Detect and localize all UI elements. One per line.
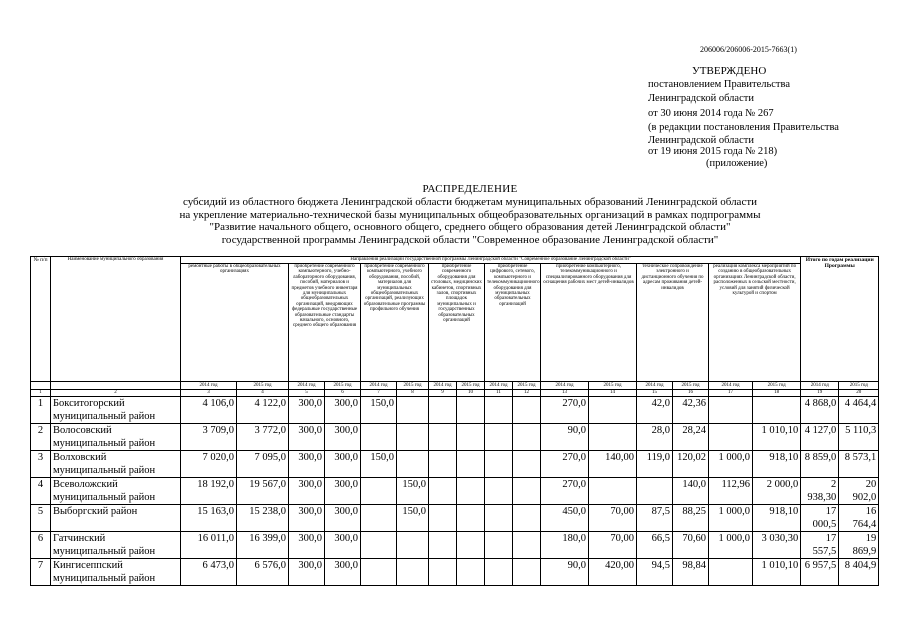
value-cell: 16 011,0 xyxy=(181,532,237,559)
municipality-name: Всеволожский муниципальный район xyxy=(51,478,181,505)
value-cell: 300,0 xyxy=(289,451,325,478)
year-spacer xyxy=(51,382,181,390)
approval-line: от 30 июня 2014 года № 267 xyxy=(648,107,774,119)
value-cell xyxy=(457,505,485,532)
value-cell: 918,10 xyxy=(753,505,801,532)
value-cell: 3 772,0 xyxy=(237,424,289,451)
year-header: 2015 год xyxy=(513,382,541,390)
value-cell: 16 764,4 xyxy=(839,505,879,532)
municipality-name: Волховский муниципальный район xyxy=(51,451,181,478)
value-cell: 180,0 xyxy=(541,532,589,559)
column-number: 8 xyxy=(397,390,429,397)
value-cell xyxy=(589,478,637,505)
column-number: 20 xyxy=(839,390,879,397)
value-cell: 300,0 xyxy=(289,505,325,532)
column-number: 17 xyxy=(709,390,753,397)
direction-header: техническое сопровождение электронного и дистанционного обучения по адресам проживания детей-инвалидов xyxy=(637,264,709,382)
year-header: 2014 год xyxy=(181,382,237,390)
row-number: 3 xyxy=(31,451,51,478)
value-cell xyxy=(457,451,485,478)
value-cell xyxy=(513,424,541,451)
value-cell: 88,25 xyxy=(673,505,709,532)
approval-block xyxy=(648,64,839,171)
table-row xyxy=(31,478,879,505)
year-header: 2015 год xyxy=(457,382,485,390)
column-number: 19 xyxy=(801,390,839,397)
group-header: Направления реализации государственной программы Ленинградской области "Современное образование Ленинградской области" xyxy=(181,257,801,264)
value-cell: 28,0 xyxy=(637,424,673,451)
column-number: 4 xyxy=(237,390,289,397)
column-number: 13 xyxy=(541,390,589,397)
column-number: 5 xyxy=(289,390,325,397)
value-cell: 2 938,30 xyxy=(801,478,839,505)
municipality-name: Волосовский муниципальный район xyxy=(51,424,181,451)
value-cell: 300,0 xyxy=(325,478,361,505)
value-cell xyxy=(485,424,513,451)
approval-heading: УТВЕРЖДЕНО xyxy=(692,65,767,77)
approval-line: (в редакции постановления Правительства xyxy=(648,121,839,133)
value-cell: 17 557,5 xyxy=(801,532,839,559)
value-cell: 4 106,0 xyxy=(181,397,237,424)
value-cell: 270,0 xyxy=(541,451,589,478)
value-cell: 20 902,0 xyxy=(839,478,879,505)
value-cell: 300,0 xyxy=(325,451,361,478)
value-cell: 15 238,0 xyxy=(237,505,289,532)
value-cell: 1 000,0 xyxy=(709,505,753,532)
value-cell xyxy=(429,505,457,532)
value-cell: 42,0 xyxy=(637,397,673,424)
value-cell: 8 404,9 xyxy=(839,559,879,586)
value-cell: 112,96 xyxy=(709,478,753,505)
value-cell xyxy=(429,478,457,505)
value-cell xyxy=(485,451,513,478)
table-row xyxy=(31,559,879,586)
value-cell: 420,00 xyxy=(589,559,637,586)
year-header: 2014 год xyxy=(637,382,673,390)
table-row xyxy=(31,451,879,478)
value-cell xyxy=(457,532,485,559)
value-cell xyxy=(457,424,485,451)
year-header: 2014 год xyxy=(801,382,839,390)
value-cell xyxy=(485,505,513,532)
value-cell: 70,00 xyxy=(589,505,637,532)
value-cell: 120,02 xyxy=(673,451,709,478)
value-cell xyxy=(429,559,457,586)
value-cell: 18 192,0 xyxy=(181,478,237,505)
year-header: 2014 год xyxy=(361,382,397,390)
value-cell: 450,0 xyxy=(541,505,589,532)
value-cell xyxy=(397,451,429,478)
column-number: 3 xyxy=(181,390,237,397)
value-cell: 28,24 xyxy=(673,424,709,451)
value-cell xyxy=(485,559,513,586)
value-cell xyxy=(457,478,485,505)
value-cell xyxy=(709,397,753,424)
value-cell: 8 859,0 xyxy=(801,451,839,478)
value-cell: 300,0 xyxy=(289,532,325,559)
column-number: 6 xyxy=(325,390,361,397)
value-cell: 90,0 xyxy=(541,559,589,586)
value-cell: 16 399,0 xyxy=(237,532,289,559)
value-cell: 19 567,0 xyxy=(237,478,289,505)
table-row xyxy=(31,532,879,559)
value-cell: 140,00 xyxy=(589,451,637,478)
value-cell xyxy=(513,559,541,586)
value-cell: 270,0 xyxy=(541,397,589,424)
column-number: 9 xyxy=(429,390,457,397)
municipality-name: Кингисеппский муниципальный район xyxy=(51,559,181,586)
value-cell: 300,0 xyxy=(289,397,325,424)
year-header: 2014 год xyxy=(541,382,589,390)
value-cell: 1 010,10 xyxy=(753,424,801,451)
row-number: 4 xyxy=(31,478,51,505)
direction-header: приобретение современного оборудования для столовых, медицинских кабинетов, спортивных залов, спортивных площадок муниципальных и государственных образовательных организаций xyxy=(429,264,485,382)
value-cell: 6 957,5 xyxy=(801,559,839,586)
value-cell: 4 127,0 xyxy=(801,424,839,451)
approval-line: Ленинградской области xyxy=(648,93,754,105)
value-cell: 300,0 xyxy=(325,505,361,532)
column-number: 12 xyxy=(513,390,541,397)
value-cell: 918,10 xyxy=(753,451,801,478)
value-cell: 17 000,5 xyxy=(801,505,839,532)
value-cell: 6 473,0 xyxy=(181,559,237,586)
year-header: 2015 год xyxy=(397,382,429,390)
value-cell: 140,0 xyxy=(673,478,709,505)
year-header: 2015 год xyxy=(325,382,361,390)
value-cell: 15 163,0 xyxy=(181,505,237,532)
value-cell xyxy=(361,505,397,532)
direction-header: приобретение компьютерного, телекоммуникационного и специализированного оборудования для оснащения рабочих мест детей-инвалидов xyxy=(541,264,637,382)
column-number: 7 xyxy=(361,390,397,397)
municipality-name: Гатчинский муниципальный район xyxy=(51,532,181,559)
table-row xyxy=(31,397,879,424)
direction-header: приобретение цифрового, сетевого, компьютерного и телекоммуникационного оборудования для муниципальных образовательных организаций xyxy=(485,264,541,382)
value-cell xyxy=(485,478,513,505)
value-cell xyxy=(709,424,753,451)
value-cell: 300,0 xyxy=(325,559,361,586)
title-line: государственной программы Ленинградской области "Современное образование Ленинградской области" xyxy=(221,234,719,247)
value-cell xyxy=(513,451,541,478)
value-cell: 1 000,0 xyxy=(709,451,753,478)
row-number: 5 xyxy=(31,505,51,532)
value-cell xyxy=(361,478,397,505)
col-header-no: № п/п xyxy=(31,257,51,382)
year-header: 2014 год xyxy=(429,382,457,390)
value-cell: 300,0 xyxy=(289,424,325,451)
direction-header: приобретение современного компьютерного, учебного оборудования, пособий, материалов для муниципальных общеобразовательных организаций, реализующих образовательные программы профильного обучения xyxy=(361,264,429,382)
value-cell xyxy=(637,478,673,505)
value-cell xyxy=(361,559,397,586)
value-cell xyxy=(457,397,485,424)
column-number: 1 xyxy=(31,390,51,397)
approval-line: от 19 июня 2015 года № 218) xyxy=(648,146,778,158)
year-header: 2015 год xyxy=(839,382,879,390)
value-cell: 1 000,0 xyxy=(709,532,753,559)
value-cell: 300,0 xyxy=(325,397,361,424)
column-number: 11 xyxy=(485,390,513,397)
value-cell xyxy=(429,532,457,559)
value-cell: 150,0 xyxy=(361,397,397,424)
column-number: 2 xyxy=(51,390,181,397)
table-row xyxy=(31,505,879,532)
value-cell xyxy=(361,424,397,451)
value-cell xyxy=(513,532,541,559)
document-title xyxy=(150,183,790,247)
value-cell: 8 573,1 xyxy=(839,451,879,478)
value-cell: 19 869,9 xyxy=(839,532,879,559)
value-cell: 66,5 xyxy=(637,532,673,559)
year-header: 2015 год xyxy=(237,382,289,390)
value-cell xyxy=(485,532,513,559)
year-header: 2014 год xyxy=(485,382,513,390)
value-cell xyxy=(429,451,457,478)
value-cell xyxy=(589,424,637,451)
municipality-name: Выборгский район xyxy=(51,505,181,532)
year-header: 2015 год xyxy=(753,382,801,390)
value-cell: 300,0 xyxy=(289,559,325,586)
approval-line: постановлением Правительства xyxy=(648,79,791,91)
municipality-name: Бокситогорский муниципальный район xyxy=(51,397,181,424)
title-line: на укрепление материально-технической базы муниципальных общеобразовательных организаций в рамках подпрограммы xyxy=(179,208,761,221)
year-header: 2014 год xyxy=(709,382,753,390)
direction-header: ремонтные работы в общеобразовательных организациях xyxy=(181,264,289,382)
value-cell: 87,5 xyxy=(637,505,673,532)
value-cell: 7 095,0 xyxy=(237,451,289,478)
value-cell: 98,84 xyxy=(673,559,709,586)
col-header-name: Наименование муниципального образования xyxy=(51,257,181,382)
value-cell: 300,0 xyxy=(325,424,361,451)
value-cell: 300,0 xyxy=(289,478,325,505)
value-cell: 7 020,0 xyxy=(181,451,237,478)
value-cell xyxy=(513,478,541,505)
row-number: 6 xyxy=(31,532,51,559)
value-cell: 270,0 xyxy=(541,478,589,505)
value-cell xyxy=(457,559,485,586)
column-number: 10 xyxy=(457,390,485,397)
value-cell: 94,5 xyxy=(637,559,673,586)
year-spacer xyxy=(31,382,51,390)
document-id: 206006/206006-2015-7663(1) xyxy=(700,45,797,54)
value-cell: 2 000,0 xyxy=(753,478,801,505)
column-number: 18 xyxy=(753,390,801,397)
value-cell: 150,0 xyxy=(397,478,429,505)
value-cell xyxy=(429,424,457,451)
column-number: 15 xyxy=(637,390,673,397)
value-cell xyxy=(397,559,429,586)
value-cell xyxy=(589,397,637,424)
value-cell: 4 868,0 xyxy=(801,397,839,424)
column-number: 16 xyxy=(673,390,709,397)
approval-appendix: (приложение) xyxy=(706,158,768,170)
value-cell xyxy=(429,397,457,424)
value-cell xyxy=(397,424,429,451)
value-cell: 4 122,0 xyxy=(237,397,289,424)
row-number: 7 xyxy=(31,559,51,586)
value-cell: 4 464,4 xyxy=(839,397,879,424)
value-cell: 42,36 xyxy=(673,397,709,424)
title-line: "Развитие начального общего, основного общего, среднего общего образования детей Ленинградской области" xyxy=(209,221,731,234)
value-cell xyxy=(513,397,541,424)
value-cell xyxy=(485,397,513,424)
title-heading: РАСПРЕДЕЛЕНИЕ xyxy=(422,183,518,195)
value-cell: 300,0 xyxy=(325,532,361,559)
table-row xyxy=(31,424,879,451)
distribution-table xyxy=(30,256,879,586)
row-number: 1 xyxy=(31,397,51,424)
value-cell xyxy=(753,397,801,424)
value-cell: 150,0 xyxy=(361,451,397,478)
value-cell: 1 010,10 xyxy=(753,559,801,586)
value-cell xyxy=(361,532,397,559)
year-header: 2014 год xyxy=(289,382,325,390)
year-header: 2015 год xyxy=(589,382,637,390)
column-number: 14 xyxy=(589,390,637,397)
value-cell xyxy=(513,505,541,532)
direction-header: реализация комплекса мероприятий по созданию в общеобразовательных организациях Ленинградской области, расположенных в сельской местности, условий для занятий физической культурой и спортом xyxy=(709,264,801,382)
row-number: 2 xyxy=(31,424,51,451)
direction-header: приобретение современного компьютерного, учебно-лабораторного оборудования, пособий, материалов и предметов учебного инвентаря для муниципальных общеобразовательных организаций, внедряющих федеральные государственные образовательные стандарты начального, основного, среднего общего образования xyxy=(289,264,361,382)
value-cell: 70,60 xyxy=(673,532,709,559)
year-header: 2015 год xyxy=(673,382,709,390)
value-cell: 5 110,3 xyxy=(839,424,879,451)
col-header-total: Итого по годам реализации Программы xyxy=(801,257,879,382)
value-cell: 90,0 xyxy=(541,424,589,451)
value-cell: 3 030,30 xyxy=(753,532,801,559)
value-cell xyxy=(397,532,429,559)
value-cell xyxy=(709,559,753,586)
title-line: субсидий из областного бюджета Ленинградской области бюджетам муниципальных образований Ленинградской области xyxy=(182,195,758,208)
value-cell: 3 709,0 xyxy=(181,424,237,451)
approval-line: Ленинградской области xyxy=(648,135,754,147)
value-cell xyxy=(397,397,429,424)
value-cell: 119,0 xyxy=(637,451,673,478)
value-cell: 150,0 xyxy=(397,505,429,532)
value-cell: 70,00 xyxy=(589,532,637,559)
value-cell: 6 576,0 xyxy=(237,559,289,586)
